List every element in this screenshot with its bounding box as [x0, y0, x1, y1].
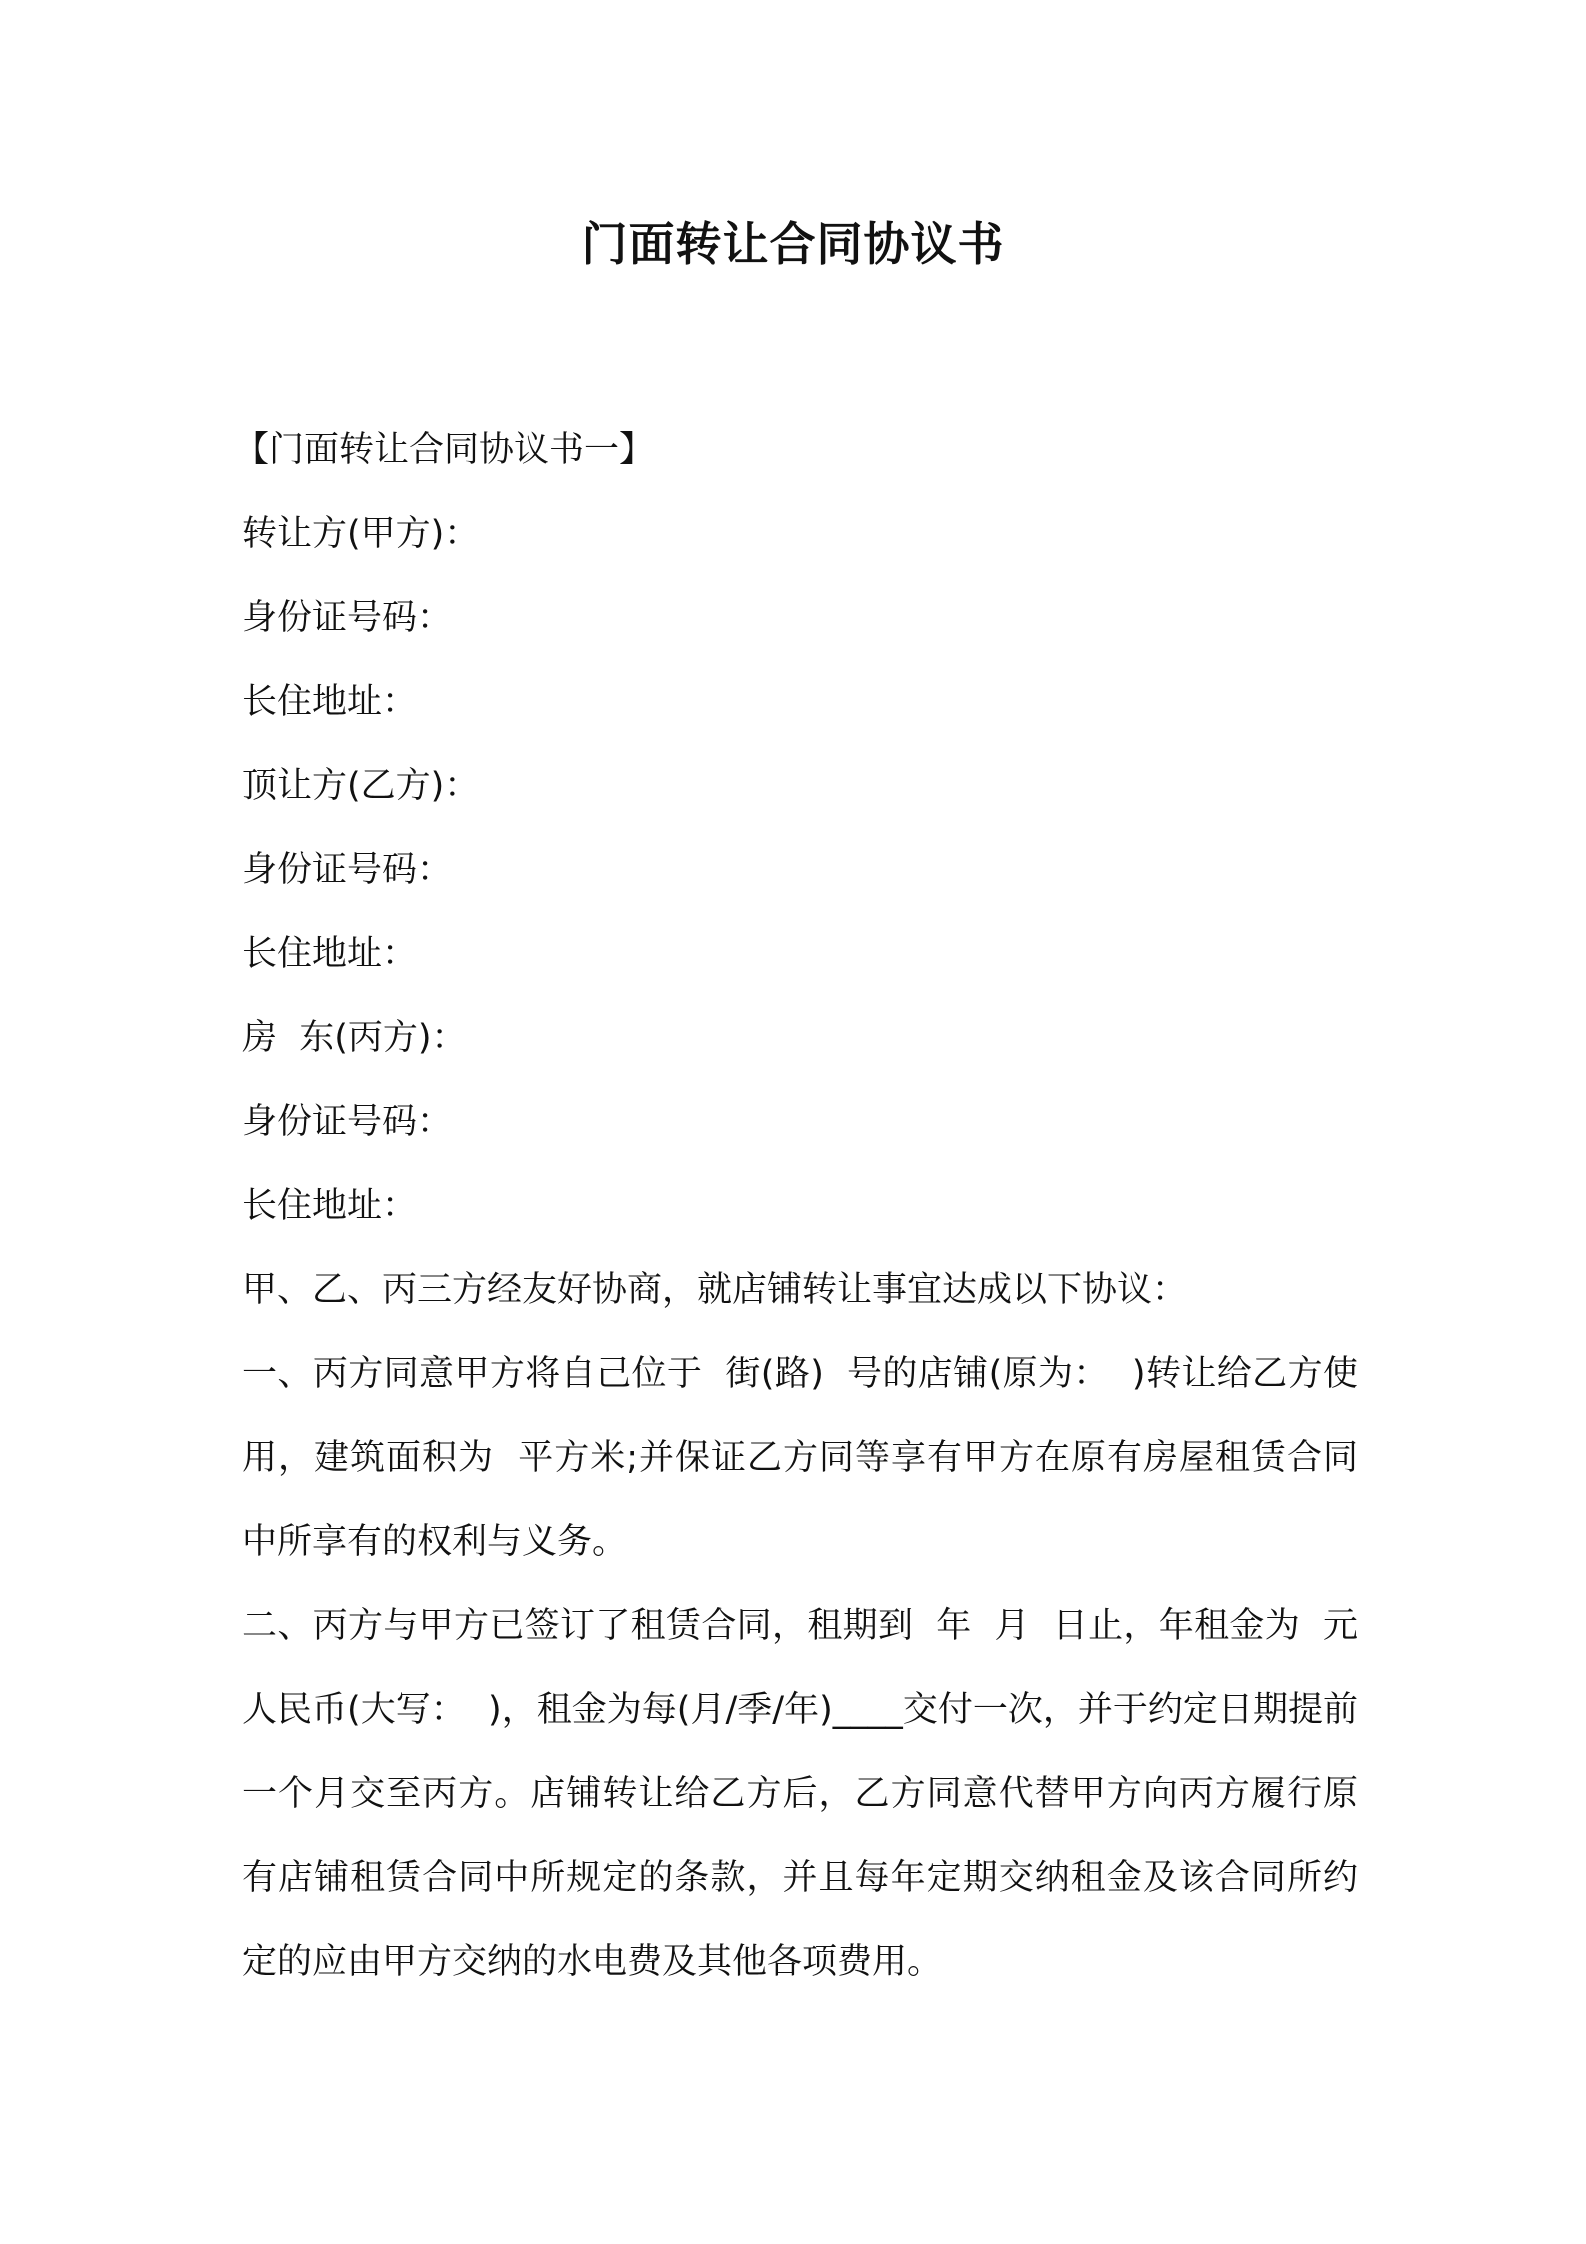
party-c-label: 房 东(丙方)： [242, 1018, 467, 1058]
party-b-address-label: 长住地址： [242, 934, 418, 974]
document-title: 门面转让合同协议书 [581, 217, 1005, 271]
party-c-address-label: 长住地址： [242, 1186, 418, 1226]
party-c-id-label: 身份证号码： [242, 1102, 453, 1142]
section-heading: 【门面转让合同协议书一】 [234, 430, 655, 470]
document-body [234, 408, 1358, 2004]
party-b-label: 顶让方(乙方)： [242, 766, 480, 806]
party-a-address-label: 长住地址： [242, 682, 418, 722]
party-b-id-label: 身份证号码： [242, 850, 453, 890]
clause-1-paragraph: 一、丙方同意甲方将自己位于 街(路) 号的店铺(原为： )转让给乙方使用，建筑面积为 平方米;并保证乙方同等享有甲方在原有房屋租赁合同中所享有的权利与义务。 [242, 1354, 1358, 1562]
party-a-label: 转让方(甲方)： [242, 514, 480, 554]
party-a-id-label: 身份证号码： [242, 598, 453, 638]
clause-2-paragraph: 二、丙方与甲方已签订了租赁合同，租期到 年 月 日止，年租金为 元人民币(大写： )，租金为每(月/季/年)____交付一次，并于约定日期提前一个月交至丙方。店铺转让给乙方后，乙方同意代替甲方向丙方履行原有店铺租赁合同中所规定的条款，并且每年定期交纳租金及该合同所约定的应由甲方交纳的水电费及其他各项费用。 [242, 1606, 1358, 1982]
agreement-intro: 甲、乙、丙三方经友好协商，就店铺转让事宜达成以下协议： [242, 1270, 1188, 1310]
